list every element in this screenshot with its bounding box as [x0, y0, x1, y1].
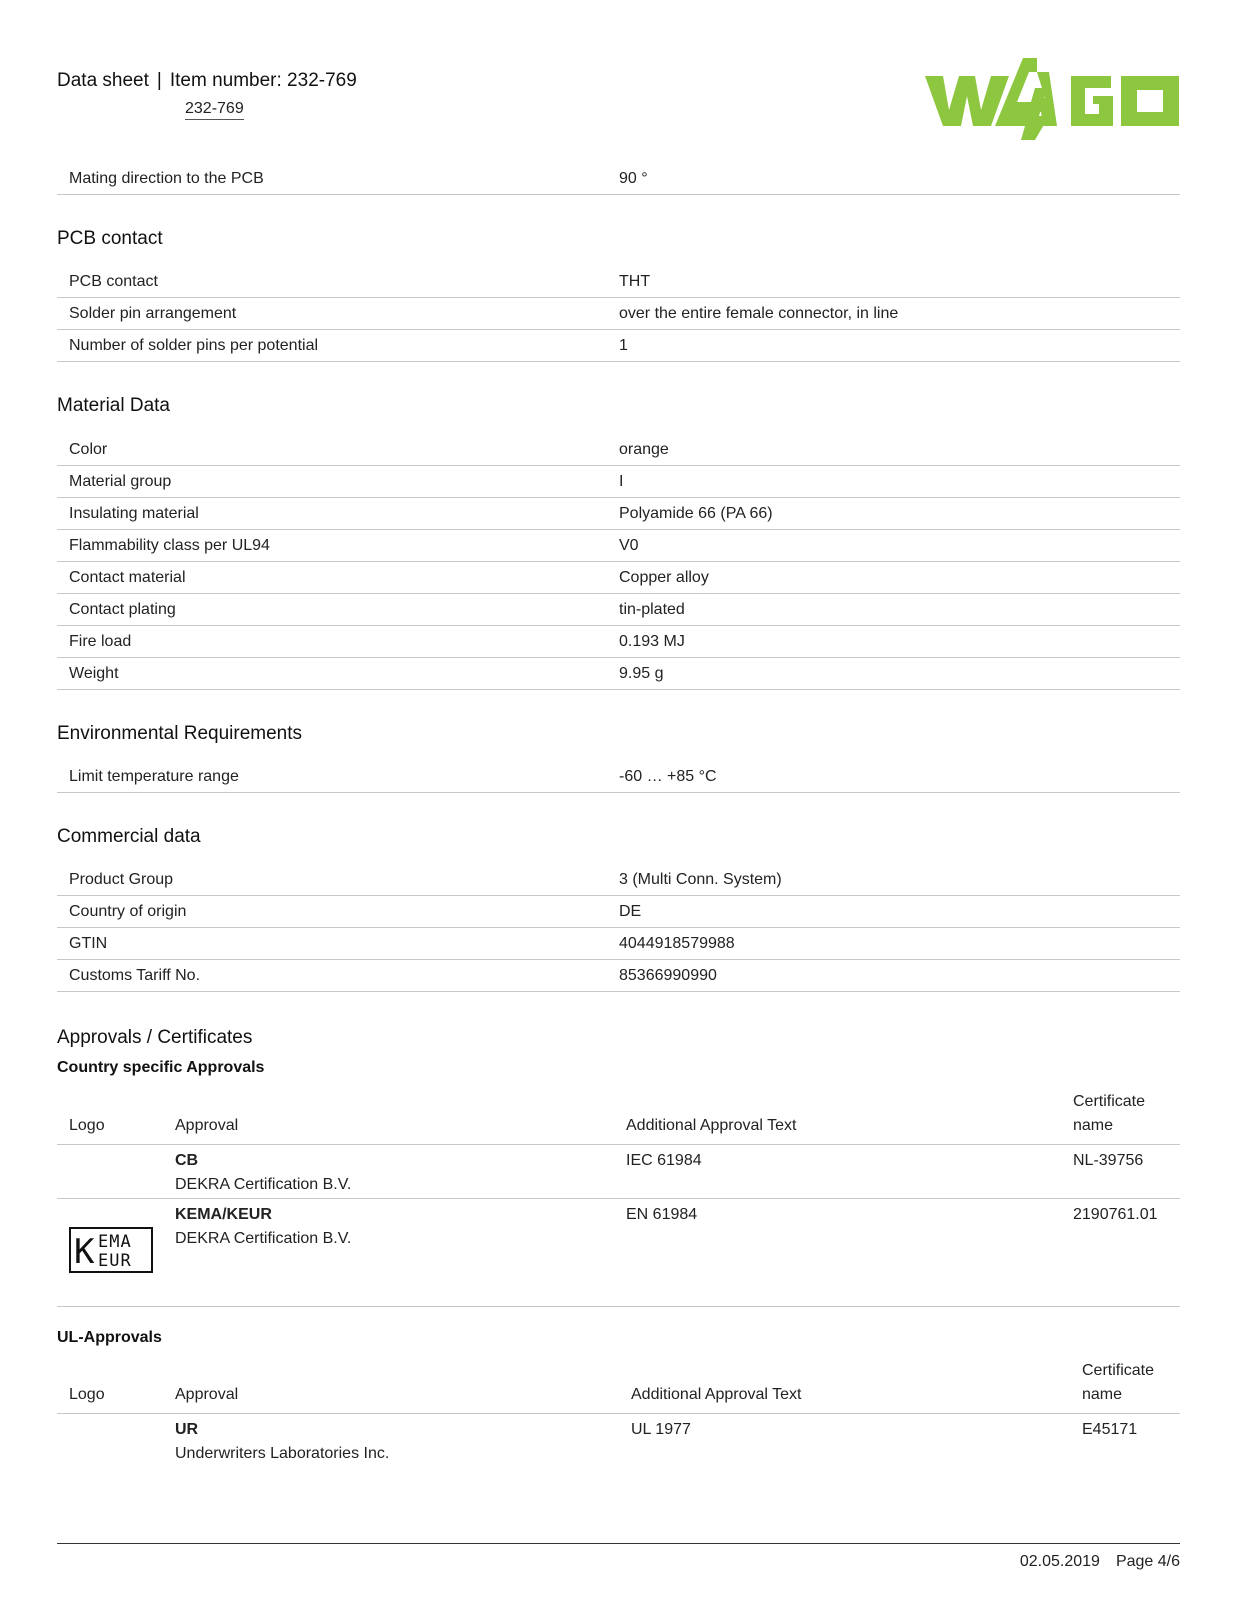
section-title-pcb-contact: PCB contact	[57, 228, 163, 249]
spec-value: V0	[619, 536, 639, 554]
approval-cell	[175, 1203, 626, 1306]
spec-value: 1	[619, 336, 628, 354]
spec-key: Weight	[69, 664, 119, 682]
header-certificate-name	[1082, 1359, 1180, 1407]
spec-row	[57, 434, 1180, 466]
header-certificate-name	[1073, 1090, 1180, 1138]
spec-key: Fire load	[69, 632, 132, 650]
section-title-material-data: Material Data	[57, 395, 170, 416]
spec-row	[57, 896, 1180, 928]
spec-key: Number of solder pins per potential	[69, 336, 319, 354]
spec-row	[57, 594, 1180, 626]
spec-row	[57, 530, 1180, 562]
spec-value: 90 °	[619, 169, 648, 187]
spec-row	[57, 330, 1180, 362]
spec-key: Material group	[69, 472, 172, 490]
footer-date: 02.05.2019	[1019, 1553, 1100, 1570]
spec-key: GTIN	[69, 934, 108, 952]
spec-value: 85366990990	[619, 966, 717, 984]
svg-text:EMA: EMA	[98, 1232, 132, 1252]
spec-row	[57, 960, 1180, 992]
ul-approvals-header	[57, 1359, 1180, 1414]
kema-keur-icon	[72, 1230, 150, 1270]
spec-key: Insulating material	[69, 504, 199, 522]
header-additional-text: Additional Approval Text	[631, 1386, 802, 1403]
spec-row	[57, 163, 1180, 195]
item-number-link[interactable]: 232-769	[185, 100, 244, 120]
spec-key: Contact material	[69, 568, 186, 586]
subtitle-country-approvals: Country specific Approvals	[57, 1059, 265, 1076]
spec-value: I	[619, 472, 624, 490]
spec-key: Limit temperature range	[69, 767, 239, 785]
spec-row	[57, 928, 1180, 960]
spec-value: orange	[619, 440, 669, 458]
footer-divider	[57, 1543, 1180, 1544]
header-logo: Logo	[69, 1386, 105, 1403]
spec-value: 4044918579988	[619, 934, 735, 952]
header-logo: Logo	[69, 1117, 105, 1134]
spec-value: tin-plated	[619, 600, 685, 618]
spec-key: Color	[69, 440, 108, 458]
section-title-environmental: Environmental Requirements	[57, 723, 303, 744]
header-cert-line2: name	[1082, 1386, 1123, 1403]
approval-text: UL 1977	[631, 1421, 691, 1438]
header-approval: Approval	[175, 1117, 239, 1134]
approval-cert: NL-39756	[1073, 1152, 1144, 1169]
commercial-data-table	[57, 864, 1180, 992]
spec-value: THT	[619, 272, 651, 290]
approval-logo-cell	[57, 1203, 175, 1306]
approval-logo-cell	[57, 1418, 175, 1466]
section-title-approvals: Approvals / Certificates	[57, 1027, 253, 1048]
approval-cert: 2190761.01	[1073, 1206, 1158, 1223]
spec-key: Customs Tariff No.	[69, 966, 201, 984]
spec-key: Mating direction to the PCB	[69, 169, 264, 187]
spec-key: Product Group	[69, 870, 174, 888]
spec-value: Polyamide 66 (PA 66)	[619, 504, 773, 522]
header-cert-line1: Certificate	[1082, 1362, 1155, 1379]
approval-cell	[175, 1149, 626, 1198]
spec-row	[57, 298, 1180, 330]
spec-row	[57, 562, 1180, 594]
spec-value: Copper alloy	[619, 568, 709, 586]
spec-key: PCB contact	[69, 272, 158, 290]
spec-value: 0.193 MJ	[619, 632, 685, 650]
approval-row	[57, 1145, 1180, 1199]
wago-logo	[925, 58, 1180, 144]
subtitle-ul-approvals: UL-Approvals	[57, 1329, 162, 1346]
approval-name: CB	[175, 1152, 199, 1169]
item-number-label: Item number: 232-769	[169, 70, 357, 91]
approval-row	[57, 1414, 1180, 1466]
header-approval: Approval	[175, 1386, 239, 1403]
content	[57, 163, 1180, 1466]
approval-org: Underwriters Laboratories Inc.	[175, 1445, 390, 1462]
header-cert-line1: Certificate	[1073, 1093, 1146, 1110]
approval-cell	[175, 1418, 631, 1466]
spec-row	[57, 658, 1180, 690]
approval-text: EN 61984	[626, 1206, 698, 1223]
page-header	[57, 70, 357, 120]
spec-key: Solder pin arrangement	[69, 304, 237, 322]
spec-value: 3 (Multi Conn. System)	[619, 870, 782, 888]
spec-row	[57, 266, 1180, 298]
footer-page-number: Page 4/6	[1115, 1553, 1180, 1570]
spec-key: Country of origin	[69, 902, 187, 920]
title-separator: |	[156, 70, 162, 91]
spec-value: over the entire female connector, in line	[619, 304, 899, 322]
approval-row	[57, 1199, 1180, 1307]
pcb-contact-table	[57, 266, 1180, 362]
country-approvals-header	[57, 1090, 1180, 1145]
svg-text:K: K	[74, 1232, 95, 1270]
approval-name: KEMA/KEUR	[175, 1206, 272, 1223]
kema-keur-logo	[69, 1227, 153, 1273]
spec-key: Flammability class per UL94	[69, 536, 270, 554]
approval-cert: E45171	[1082, 1421, 1138, 1438]
page-footer	[1020, 1553, 1180, 1571]
approval-name: UR	[175, 1421, 199, 1438]
material-data-table	[57, 434, 1180, 690]
header-additional-text: Additional Approval Text	[626, 1117, 797, 1134]
approval-org: DEKRA Certification B.V.	[175, 1230, 352, 1247]
approval-text: IEC 61984	[626, 1152, 702, 1169]
title-prefix: Data sheet	[57, 70, 149, 91]
page-title	[57, 70, 357, 92]
spec-row	[57, 466, 1180, 498]
approval-logo-cell	[57, 1149, 175, 1198]
header-cert-line2: name	[1073, 1117, 1114, 1134]
spec-value: DE	[619, 902, 642, 920]
spec-value: 9.95 g	[619, 664, 664, 682]
spec-row	[57, 626, 1180, 658]
spec-value: -60 … +85 °C	[619, 767, 717, 785]
spec-row	[57, 498, 1180, 530]
spec-key: Contact plating	[69, 600, 176, 618]
spec-row	[57, 864, 1180, 896]
spec-row	[57, 761, 1180, 793]
svg-text:EUR: EUR	[98, 1251, 132, 1270]
section-title-commercial: Commercial data	[57, 826, 201, 847]
approval-org: DEKRA Certification B.V.	[175, 1176, 352, 1193]
